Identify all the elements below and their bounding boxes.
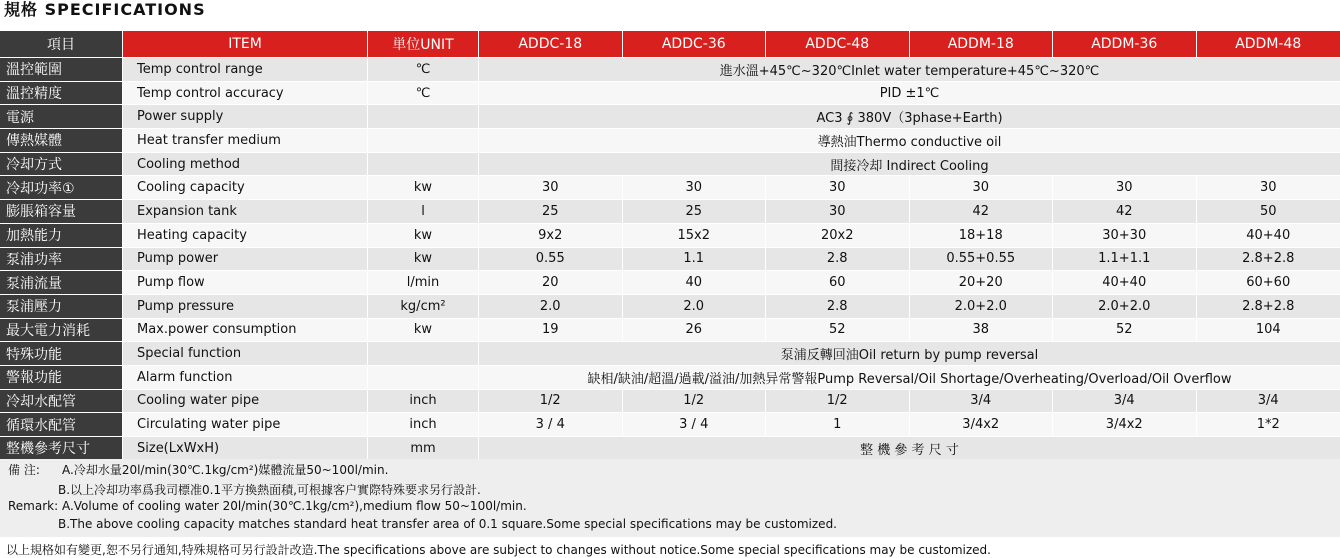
row-label-en: Special function xyxy=(123,342,368,365)
row-unit xyxy=(368,153,479,176)
remark-zh-a: A.冷却水量20l/min(30℃.1kg/cm²)媒體流量50~100l/min. xyxy=(62,461,388,478)
row-value-cell: 3/4x2 xyxy=(1053,413,1197,436)
header-model-addc-36: ADDC-36 xyxy=(623,31,767,57)
row-label-zh: 泵浦流量 xyxy=(0,271,123,294)
table-row xyxy=(0,295,1340,319)
row-shared-value: AC3 ∮ 380V（3phase+Earth) xyxy=(479,105,1340,128)
row-value-cell: 30 xyxy=(766,176,910,199)
table-row xyxy=(0,437,1340,461)
row-value-cell: 30 xyxy=(910,176,1054,199)
row-label-zh: 溫控精度 xyxy=(0,82,123,105)
table-row xyxy=(0,342,1340,366)
row-unit: l/min xyxy=(368,271,479,294)
table-row xyxy=(0,58,1340,82)
header-item: ITEM xyxy=(123,31,368,57)
table-row xyxy=(0,105,1340,129)
table-row xyxy=(0,271,1340,295)
table-row xyxy=(0,200,1340,224)
row-shared-value: 進水溫+45℃~320℃Inlet water temperature+45℃~320℃ xyxy=(479,58,1340,81)
row-value-cell: 2.8 xyxy=(766,248,910,271)
remark-en-a: Remark: A.Volume of cooling water 20l/min(30℃.1kg/cm²),medium flow 50~100l/min. xyxy=(8,499,527,513)
row-unit: kw xyxy=(368,224,479,247)
row-label-zh: 循環水配管 xyxy=(0,413,123,436)
page-title: 規格 SPECIFICATIONS xyxy=(4,0,206,22)
remark-zh-label: 備 注: xyxy=(8,461,40,478)
row-label-zh: 冷却功率① xyxy=(0,176,123,199)
row-value-cell: 2.0+2.0 xyxy=(910,295,1054,318)
header-zh: 項目 xyxy=(0,31,123,57)
row-unit: mm xyxy=(368,437,479,460)
spec-table-body xyxy=(0,58,1340,461)
row-value-cell: 0.55+0.55 xyxy=(910,248,1054,271)
row-label-zh: 電源 xyxy=(0,105,123,128)
row-shared-value: 間接冷却 Indirect Cooling xyxy=(479,153,1340,176)
row-label-en: Expansion tank xyxy=(123,200,368,223)
row-value-cell: 30 xyxy=(623,176,767,199)
row-value-cell: 1/2 xyxy=(623,390,767,413)
row-value-cell: 50 xyxy=(1197,200,1340,223)
row-value-cell: 2.8+2.8 xyxy=(1197,248,1340,271)
row-value-cell: 9x2 xyxy=(479,224,623,247)
row-unit: inch xyxy=(368,413,479,436)
row-value-cell: 30 xyxy=(1197,176,1340,199)
table-row xyxy=(0,176,1340,200)
row-unit: kw xyxy=(368,319,479,342)
table-header xyxy=(0,31,1340,57)
row-value-cell: 30 xyxy=(766,200,910,223)
row-label-en: Pump pressure xyxy=(123,295,368,318)
row-value-cell: 0.55 xyxy=(479,248,623,271)
remark-en-b: B.The above cooling capacity matches standard heat transfer area of 0.1 square.Some special specifications may be customized. xyxy=(58,517,837,531)
row-label-zh: 冷却方式 xyxy=(0,153,123,176)
row-label-en: Pump flow xyxy=(123,271,368,294)
row-value-cell: 1 xyxy=(766,413,910,436)
row-label-zh: 加熱能力 xyxy=(0,224,123,247)
row-shared-value: 導熱油Thermo conductive oil xyxy=(479,129,1340,152)
row-unit xyxy=(368,129,479,152)
row-unit xyxy=(368,366,479,389)
row-value-cell: 40 xyxy=(623,271,767,294)
row-label-zh: 特殊功能 xyxy=(0,342,123,365)
table-row xyxy=(0,248,1340,272)
row-value-cell: 2.0 xyxy=(479,295,623,318)
row-value-cell: 3/4 xyxy=(1053,390,1197,413)
table-row xyxy=(0,390,1340,414)
header-model-addm-36: ADDM-36 xyxy=(1053,31,1197,57)
row-value-cell: 25 xyxy=(479,200,623,223)
row-label-en: Pump power xyxy=(123,248,368,271)
row-label-en: Temp control accuracy xyxy=(123,82,368,105)
row-value-cell: 26 xyxy=(623,319,767,342)
row-value-cell: 20x2 xyxy=(766,224,910,247)
remarks-block xyxy=(0,459,1340,537)
table-row xyxy=(0,82,1340,106)
row-unit: kw xyxy=(368,248,479,271)
row-value-cell: 30 xyxy=(1053,176,1197,199)
row-unit: ℃ xyxy=(368,82,479,105)
row-label-zh: 泵浦功率 xyxy=(0,248,123,271)
row-unit: l xyxy=(368,200,479,223)
row-value-cell: 19 xyxy=(479,319,623,342)
row-value-cell: 2.0 xyxy=(623,295,767,318)
row-value-cell: 18+18 xyxy=(910,224,1054,247)
row-value-cell: 20+20 xyxy=(910,271,1054,294)
row-label-zh: 整機參考尺寸 xyxy=(0,437,123,460)
row-label-en: Heating capacity xyxy=(123,224,368,247)
row-label-en: Alarm function xyxy=(123,366,368,389)
row-label-zh: 傳熱媒體 xyxy=(0,129,123,152)
header-model-addc-48: ADDC-48 xyxy=(766,31,910,57)
remark-zh-b: B.以上冷却功率爲我司標准0.1平方換熱面積,可根據客户實際特殊要求另行設計. xyxy=(58,481,481,498)
row-label-zh: 冷却水配管 xyxy=(0,390,123,413)
row-label-en: Power supply xyxy=(123,105,368,128)
row-label-zh: 警報功能 xyxy=(0,366,123,389)
row-value-cell: 3/4 xyxy=(910,390,1054,413)
row-label-zh: 膨脹箱容量 xyxy=(0,200,123,223)
row-shared-value: 泵浦反轉回油Oil return by pump reversal xyxy=(479,342,1340,365)
row-unit xyxy=(368,105,479,128)
header-model-addm-48: ADDM-48 xyxy=(1197,31,1340,57)
row-value-cell: 25 xyxy=(623,200,767,223)
row-shared-value: 整 機 參 考 尺 寸 xyxy=(479,437,1340,460)
row-value-cell: 104 xyxy=(1197,319,1340,342)
row-value-cell: 40+40 xyxy=(1197,224,1340,247)
row-value-cell: 1.1 xyxy=(623,248,767,271)
row-value-cell: 3 / 4 xyxy=(479,413,623,436)
table-row xyxy=(0,319,1340,343)
row-unit: ℃ xyxy=(368,58,479,81)
row-label-zh: 泵浦壓力 xyxy=(0,295,123,318)
row-shared-value: 缺相/缺油/超溫/過載/溢油/加熱异常警報Pump Reversal/Oil Shortage/Overheating/Overload/Oil Overflow xyxy=(479,366,1340,389)
row-unit xyxy=(368,342,479,365)
row-value-cell: 40+40 xyxy=(1053,271,1197,294)
row-value-cell: 38 xyxy=(910,319,1054,342)
row-value-cell: 42 xyxy=(1053,200,1197,223)
row-label-en: Cooling capacity xyxy=(123,176,368,199)
row-value-cell: 3 / 4 xyxy=(623,413,767,436)
row-value-cell: 52 xyxy=(766,319,910,342)
row-label-en: Circulating water pipe xyxy=(123,413,368,436)
row-value-cell: 30+30 xyxy=(1053,224,1197,247)
header-model-addc-18: ADDC-18 xyxy=(479,31,623,57)
table-row xyxy=(0,153,1340,177)
row-value-cell: 2.8 xyxy=(766,295,910,318)
footer-disclaimer: 以上規格如有變更,恕不另行通知,特殊規格可另行設計改造.The specifications above are subject to changes without notice.Some special specifications may be customized. xyxy=(6,541,991,558)
row-unit: inch xyxy=(368,390,479,413)
header-unit: 単位UNIT xyxy=(368,31,479,57)
row-value-cell: 3/4 xyxy=(1197,390,1340,413)
row-unit: kg/cm² xyxy=(368,295,479,318)
row-value-cell: 2.0+2.0 xyxy=(1053,295,1197,318)
row-label-zh: 最大電力消耗 xyxy=(0,319,123,342)
row-label-en: Cooling water pipe xyxy=(123,390,368,413)
row-value-cell: 52 xyxy=(1053,319,1197,342)
row-label-en: Cooling method xyxy=(123,153,368,176)
table-row xyxy=(0,129,1340,153)
row-value-cell: 1.1+1.1 xyxy=(1053,248,1197,271)
row-value-cell: 20 xyxy=(479,271,623,294)
row-label-en: Max.power consumption xyxy=(123,319,368,342)
row-value-cell: 42 xyxy=(910,200,1054,223)
row-value-cell: 1/2 xyxy=(766,390,910,413)
row-label-zh: 溫控範圍 xyxy=(0,58,123,81)
row-value-cell: 30 xyxy=(479,176,623,199)
row-unit: kw xyxy=(368,176,479,199)
header-model-addm-18: ADDM-18 xyxy=(910,31,1054,57)
row-shared-value: PID ±1℃ xyxy=(479,82,1340,105)
row-value-cell: 60+60 xyxy=(1197,271,1340,294)
row-value-cell: 1*2 xyxy=(1197,413,1340,436)
row-value-cell: 15x2 xyxy=(623,224,767,247)
row-value-cell: 60 xyxy=(766,271,910,294)
row-label-en: Heat transfer medium xyxy=(123,129,368,152)
row-label-en: Size(LxWxH) xyxy=(123,437,368,460)
table-row xyxy=(0,413,1340,437)
row-label-en: Temp control range xyxy=(123,58,368,81)
table-row xyxy=(0,366,1340,390)
row-value-cell: 1/2 xyxy=(479,390,623,413)
table-row xyxy=(0,224,1340,248)
row-value-cell: 2.8+2.8 xyxy=(1197,295,1340,318)
row-value-cell: 3/4x2 xyxy=(910,413,1054,436)
